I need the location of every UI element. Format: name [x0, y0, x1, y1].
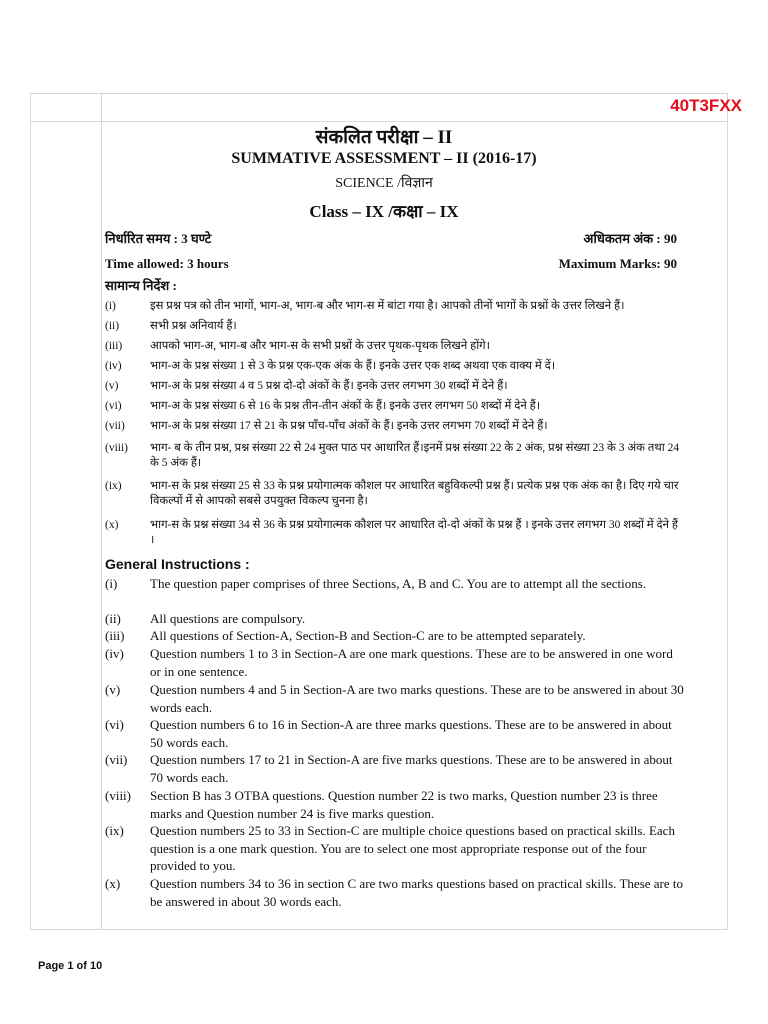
- hindi-item: (vii) भाग-अ के प्रश्न संख्या 17 से 21 के प्रश्न पाँच-पाँच अंकों के हैं। इनके उत्तर लगभग 70 शब्दों में देने हैं।: [105, 420, 548, 432]
- frame-divider-horizontal: [31, 121, 727, 122]
- instruction-item: (x) Question numbers 34 to 36 in section C are two marks questions based on practical skills. These are to be answered in about 30 words each.: [105, 876, 684, 909]
- hindi-item: (v) भाग-अ के प्रश्न संख्या 4 व 5 प्रश्न दो-दो अंकों के हैं। इनके उत्तर लगभग 30 शब्दों में देने हैं।: [105, 380, 508, 392]
- max-marks-hindi: अधिकतम अंक : 90: [583, 231, 677, 246]
- hindi-item: (ii) सभी प्रश्न अनिवार्य हैं।: [105, 320, 237, 332]
- class-line: Class – IX /कक्षा – IX: [309, 202, 459, 221]
- instruction-item: (iii) All questions of Section-A, Section-B and Section-C are to be attempted separately.: [105, 628, 586, 643]
- instruction-item: (ii) All questions are compulsory.: [105, 611, 306, 626]
- meta-row-english: [105, 256, 677, 272]
- max-marks-english: Maximum Marks: 90: [558, 256, 677, 271]
- instruction-item: (vii) Question numbers 17 to 21 in Section-A are five marks questions. These are to be answered in about 70 words each.: [105, 752, 673, 785]
- title-english: SUMMATIVE ASSESSMENT – II (2016-17): [231, 150, 537, 167]
- instruction-item: (iv) Question numbers 1 to 3 in Section-A are one mark questions. These are to be answered in one word or in one sentence.: [105, 646, 673, 679]
- paper-code: 40T3FXX: [670, 96, 742, 115]
- general-instructions-heading: General Instructions :: [105, 556, 250, 572]
- hindi-item: (i) इस प्रश्न पत्र को तीन भागों, भाग-अ, भाग-ब और भाग-स में बांटा गया है। आपको तीनों भागों के प्रश्नों के उत्तर लिखने हैं।: [105, 300, 625, 312]
- hindi-instructions-heading: सामान्य निर्देश :: [105, 278, 177, 293]
- subject-line: SCIENCE /विज्ञान: [335, 176, 433, 191]
- instruction-item: (viii) Section B has 3 OTBA questions. Question number 22 is two marks, Question number 23 is three marks and Question number 24 is five marks question.: [105, 788, 658, 821]
- instruction-item: (vi) Question numbers 6 to 16 in Section-A are three marks questions. These are to be answered in about 50 words each.: [105, 717, 672, 750]
- page-number: Page 1 of 10: [38, 960, 103, 972]
- hindi-item: (viii) भाग- ब के तीन प्रश्न, प्रश्न संख्या 22 से 24 मुक्त पाठ पर आधारित हैं।इनमें प्रश्न संख्या 22 के 2 अंक, प्रश्न संख्या 23 के 3 अंक तथा 24 के 5 अंक हैं।: [105, 442, 680, 469]
- hindi-item: (iii) आपको भाग-अ, भाग-ब और भाग-स के सभी प्रश्नों के उत्तर पृथक-पृथक लिखने होंगे।: [105, 340, 491, 352]
- instruction-item: (v) Question numbers 4 and 5 in Section-A are two marks questions. These are to be answered in about 30 words each.: [105, 682, 684, 715]
- hindi-item: (x) भाग-स के प्रश्न संख्या 34 से 36 के प्रश्न प्रयोगात्मक कौशल पर आधारित दो-दो अंकों के प्रश्न हैं । इनके उत्तर लगभग 30 शब्दों में देने हैं ।: [105, 519, 679, 546]
- instruction-item: (i) The question paper comprises of three Sections, A, B and C. You are to attempt all the sections.: [105, 576, 647, 591]
- meta-row-hindi: [105, 229, 677, 247]
- hindi-item: (vi) भाग-अ के प्रश्न संख्या 6 से 16 के प्रश्न तीन-तीन अंकों के हैं। इनके उत्तर लगभग 50 शब्दों में देने हैं।: [105, 400, 541, 412]
- title-hindi: संकलित परीक्षा – II: [315, 127, 453, 148]
- hindi-item: (iv) भाग-अ के प्रश्न संख्या 1 से 3 के प्रश्न एक-एक अंक के हैं। इनके उत्तर एक शब्द अथवा एक वाक्य में दें।: [105, 360, 556, 372]
- hindi-item: (ix) भाग-स के प्रश्न संख्या 25 से 33 के प्रश्न प्रयोगात्मक कौशल पर आधारित बहुविकल्पी प्रश्न हैं। प्रत्येक प्रश्न एक अंक का है। दिए गये चार विकल्पों में से आपको सबसे उपयुक्त विकल्प चुनना है।: [105, 480, 679, 507]
- time-allowed-english: Time allowed: 3 hours: [105, 256, 229, 271]
- time-allowed-hindi: निर्धारित समय : 3 घण्टे: [105, 231, 212, 246]
- instruction-item: (ix) Question numbers 25 to 33 in Section-C are multiple choice questions based on practical skills. Each question is a one mark question. You are to select one most appropriate response out of the four provided to you.: [105, 823, 675, 873]
